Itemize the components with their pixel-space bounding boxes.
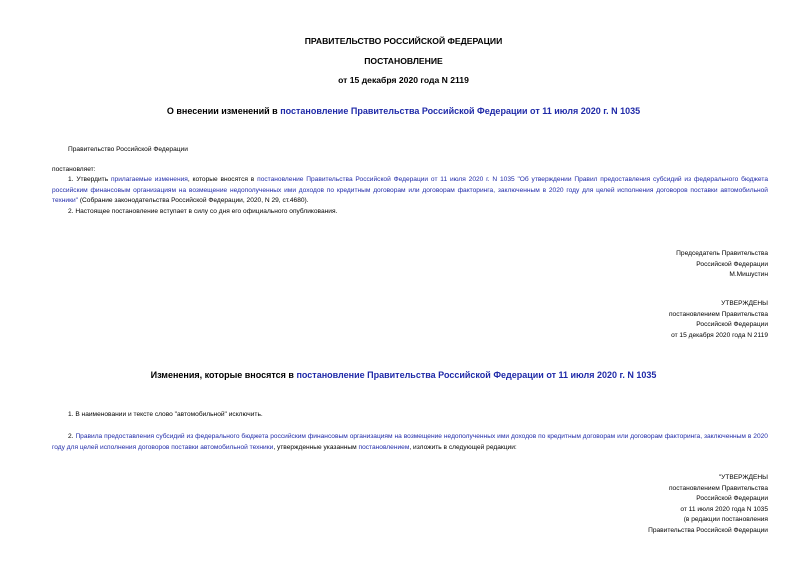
change-2-number: 2. bbox=[68, 433, 76, 440]
signature-org: Российской Федерации bbox=[696, 260, 768, 268]
change-2-text: , утвержденные указанным bbox=[273, 443, 359, 451]
approved-block bbox=[468, 299, 768, 341]
p1-link-changes[interactable]: прилагаемые изменения bbox=[110, 176, 188, 183]
approved2-edition: (в редакции постановления bbox=[683, 516, 768, 523]
paragraph-1 bbox=[52, 175, 768, 207]
change-2-link-rules[interactable]: Правила предоставления субсидий из федерального бюджета российским финансовым организациям на возмещение недополученных ими доходов по кредитным договорам или договорам факторинга, заключенным в 2020 году для целей исполнения договоров поставки автомобильной техники bbox=[52, 433, 768, 451]
document-date: от 15 декабря 2020 года N 2119 bbox=[338, 75, 469, 85]
change-2 bbox=[52, 432, 768, 453]
approved-by: постановлением Правительства bbox=[668, 310, 768, 318]
changes-title bbox=[0, 370, 807, 380]
government-header: ПРАВИТЕЛЬСТВО РОССИЙСКОЙ ФЕДЕРАЦИИ bbox=[304, 36, 503, 46]
signature-name: М.Мишустин bbox=[729, 271, 768, 278]
issuer-text: Правительство Российской Федерации bbox=[68, 146, 188, 153]
change-2-link-decree[interactable]: постановлением bbox=[358, 443, 410, 451]
approved2-org: Российской Федерации bbox=[696, 495, 768, 502]
paragraph-2: 2. Настоящее постановление вступает в силу со дня его официального опубликования. bbox=[68, 208, 338, 215]
p1-text: , которые вносятся в bbox=[187, 176, 258, 183]
signature-block bbox=[468, 249, 768, 281]
decrees-text: постановляет: bbox=[52, 166, 96, 173]
approved-org: Российской Федерации bbox=[696, 321, 768, 328]
change-1: 1. В наименовании и тексте слово "автомобильной" исключить. bbox=[68, 411, 263, 418]
approved2-date: от 11 июля 2020 года N 1035 bbox=[680, 505, 768, 513]
title-link[interactable]: постановление Правительства Российской Федерации от 11 июля 2020 г. N 1035 bbox=[280, 106, 641, 116]
approved-block-2 bbox=[468, 473, 768, 536]
changes-title-link[interactable]: постановление Правительства Российской Федерации от 11 июля 2020 г. N 1035 bbox=[296, 370, 657, 380]
approved-label: УТВЕРЖДЕНЫ bbox=[721, 300, 768, 307]
approved2-label: "УТВЕРЖДЕНЫ bbox=[718, 474, 768, 481]
change-2-tail: , изложить в следующей редакции: bbox=[409, 443, 517, 451]
changes-title-prefix: Изменения, которые вносятся в bbox=[150, 370, 297, 380]
document-title bbox=[0, 106, 807, 116]
document-type: ПОСТАНОВЛЕНИЕ bbox=[364, 56, 443, 66]
approved2-by: постановлением Правительства bbox=[668, 484, 768, 492]
p1-number: 1. Утвердить bbox=[68, 176, 111, 183]
approved2-edition-org: Правительства Российской Федерации bbox=[648, 526, 768, 534]
title-prefix: О внесении изменений в bbox=[166, 106, 281, 116]
p1-source: (Собрание законодательства Российской Федерации, 2020, N 29, ст.4680). bbox=[78, 197, 309, 204]
approved-date: от 15 декабря 2020 года N 2119 bbox=[671, 331, 768, 339]
signature-position: Председатель Правительства bbox=[676, 250, 768, 257]
p1-link-decree[interactable]: постановление Правительства Российской Федерации от 11 июля 2020 г. N 1035 "Об утверждении Правил предоставления субсидий из федерального бюджета российским финансовым организациям на возмещение недополученных ими доходов по кредитным договорам или договорам факторинга, заключенным в 2020 году для целей исполнения договоров поставки автомобильной техники" bbox=[52, 176, 768, 204]
